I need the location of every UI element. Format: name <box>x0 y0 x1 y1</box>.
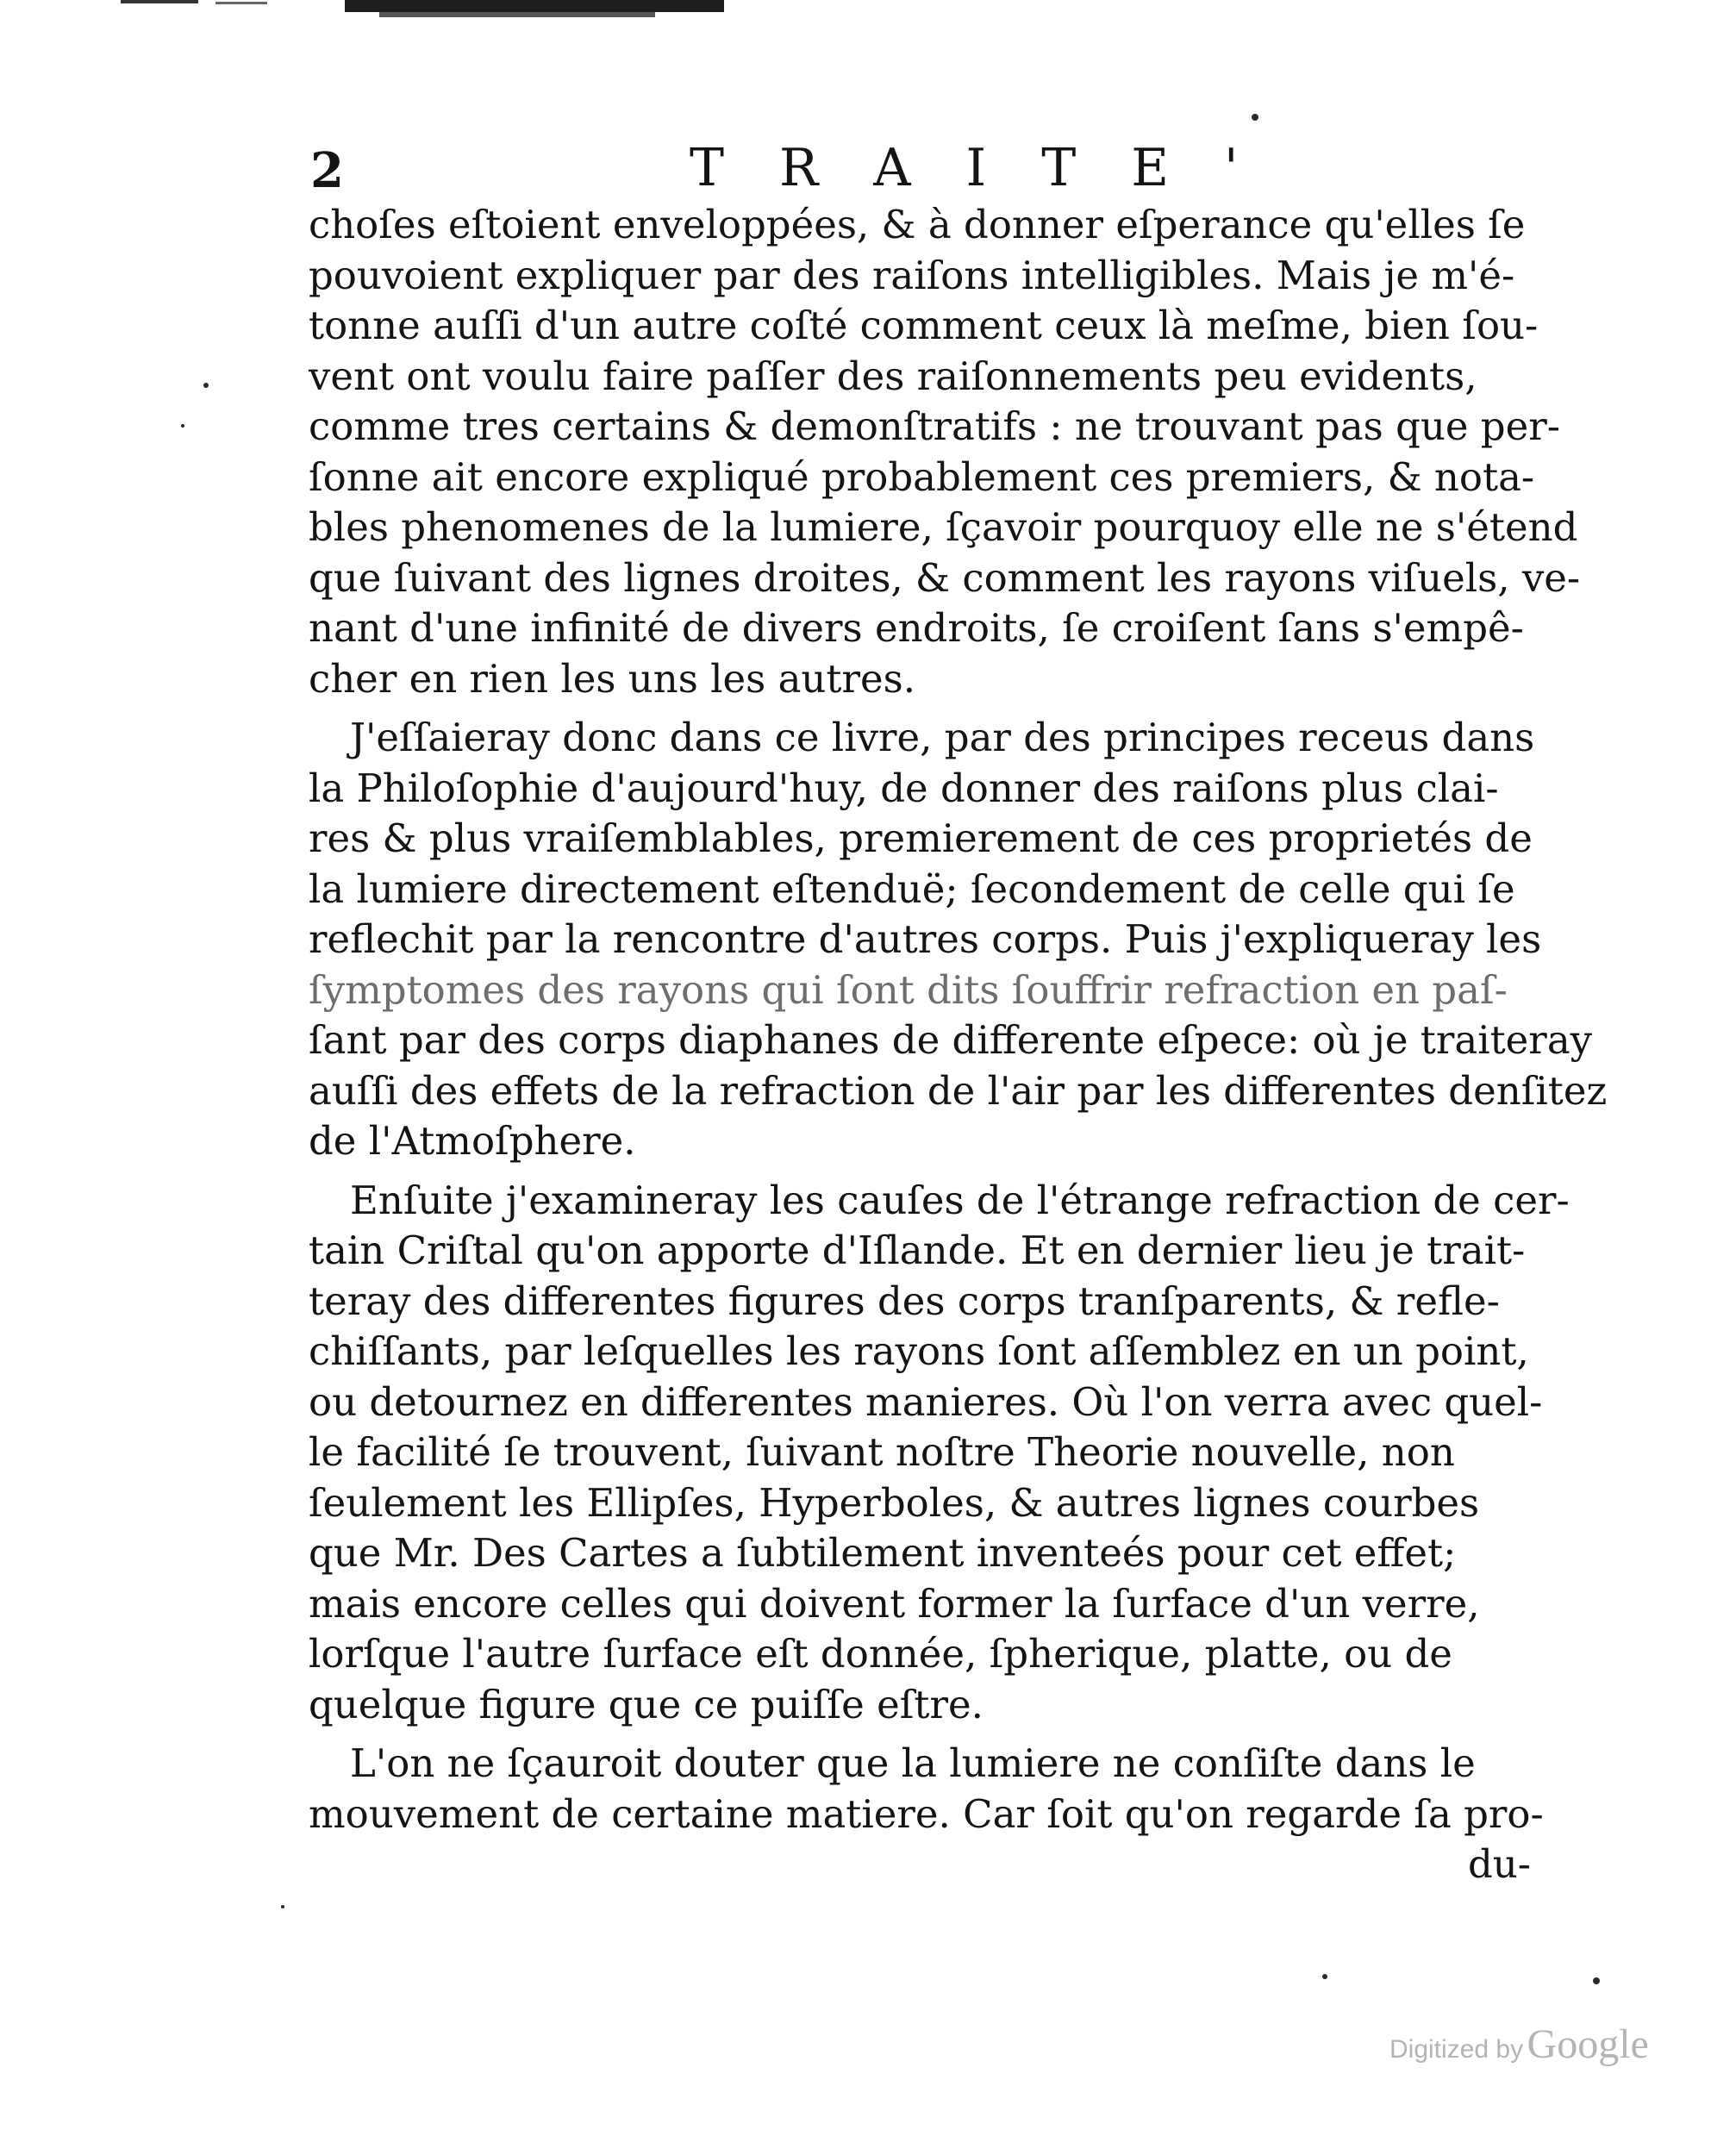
text-line: ou detournez en differentes manieres. Où l'on verra avec quel- <box>309 1378 1543 1425</box>
text-line: mais encore celles qui doivent former la ſurface d'un verre, <box>309 1580 1480 1627</box>
catchword: du- <box>1468 1841 1531 1887</box>
text-line: cher en rien les uns les autres. <box>309 655 916 702</box>
scan-speck <box>203 383 209 388</box>
running-title: TRAITE' <box>690 138 1294 198</box>
running-head <box>310 138 1534 207</box>
text-line: nant d'une infinité de divers endroits, ſe croiſent ſans s'empê- <box>309 605 1524 651</box>
text-line: de l'Atmoſphere. <box>309 1118 636 1164</box>
text-line: teray des differentes figures des corps tranſparents, & refle- <box>309 1277 1500 1324</box>
text-line: quelque figure que ce puiſſe eſtre. <box>309 1681 984 1727</box>
scan-speck <box>281 1905 284 1908</box>
text-line: auſſi des effets de la refraction de l'air par les differentes denſitez <box>309 1067 1608 1114</box>
scan-speck <box>1593 1977 1600 1984</box>
text-line: la Philoſophie d'aujourd'huy, de donner des raiſons plus clai- <box>309 765 1499 811</box>
text-line: mouvement de certaine matiere. Car ſoit qu'on regarde ſa pro- <box>309 1790 1544 1837</box>
text-line: lorſque l'autre ſurface eſt donnée, ſpherique, platte, ou de <box>309 1631 1452 1677</box>
body-text <box>309 200 1608 1890</box>
text-line: J'eſſaieray donc dans ce livre, par des principes receus dans <box>350 715 1535 760</box>
scan-smudge <box>121 0 724 19</box>
text-line: comme tres certains & demonſtratifs : ne trouvant pas que per- <box>309 403 1560 449</box>
scan-speck <box>1252 114 1258 121</box>
text-line: ſymptomes des rayons qui ſont dits ſouffrir refraction en paſ- <box>309 966 1508 1013</box>
stamp-prefix: Digitized by <box>1389 2035 1524 2064</box>
digitized-by-google-stamp <box>1389 2021 1700 2081</box>
text-line: ſant par des corps diaphanes de differente eſpece: où je traiteray <box>309 1017 1593 1063</box>
text-line: choſes eſtoient enveloppées, & à donner eſperance qu'elles ſe <box>309 202 1526 247</box>
scan-speck <box>1322 1974 1327 1979</box>
text-line: res & plus vraiſemblables, premierement de ces proprietés de <box>309 815 1533 861</box>
text-line: ſeulement les Ellipſes, Hyperboles, & autres lignes courbes <box>309 1479 1480 1526</box>
text-line: la lumiere directement eſtenduë; ſecondement de celle qui ſe <box>309 865 1515 912</box>
text-line: tonne auſſi d'un autre coſté comment ceux là meſme, bien ſou- <box>309 303 1539 348</box>
scan-speck <box>181 424 184 428</box>
text-line: pouvoient expliquer par des raiſons intelligibles. Mais je m'é- <box>309 252 1515 298</box>
text-line: Enſuite j'examineray les cauſes de l'étrange refraction de cer- <box>350 1177 1570 1223</box>
text-line: ſonne ait encore expliqué probablement ces premiers, & nota- <box>309 453 1535 500</box>
stamp-brand: Google <box>1527 2021 1649 2067</box>
text-line: bles phenomenes de la lumiere, ſçavoir pourquoy elle ne s'étend <box>309 504 1578 550</box>
text-line: chiſſants, par leſquelles les rayons ſont aſſemblez en un point, <box>309 1328 1529 1374</box>
text-line: que ſuivant des lignes droites, & comment les rayons viſuels, ve- <box>309 554 1581 601</box>
text-line: L'on ne ſçauroit douter que la lumiere ne conſiſte dans le <box>350 1740 1476 1786</box>
text-line: reflechit par la rencontre d'autres corps. Puis j'expliqueray les <box>309 916 1542 962</box>
text-line: le facilité ſe trouvent, ſuivant noſtre Theorie nouvelle, non <box>309 1429 1455 1475</box>
page-number: 2 <box>310 142 344 199</box>
text-line: que Mr. Des Cartes a ſubtilement inventeés pour cet effet; <box>309 1530 1457 1576</box>
text-line: tain Criſtal qu'on apporte d'Iſlande. Et en dernier lieu je trait- <box>309 1227 1526 1273</box>
text-line: vent ont voulu faire paſſer des raiſonnements peu evidents, <box>309 353 1477 399</box>
